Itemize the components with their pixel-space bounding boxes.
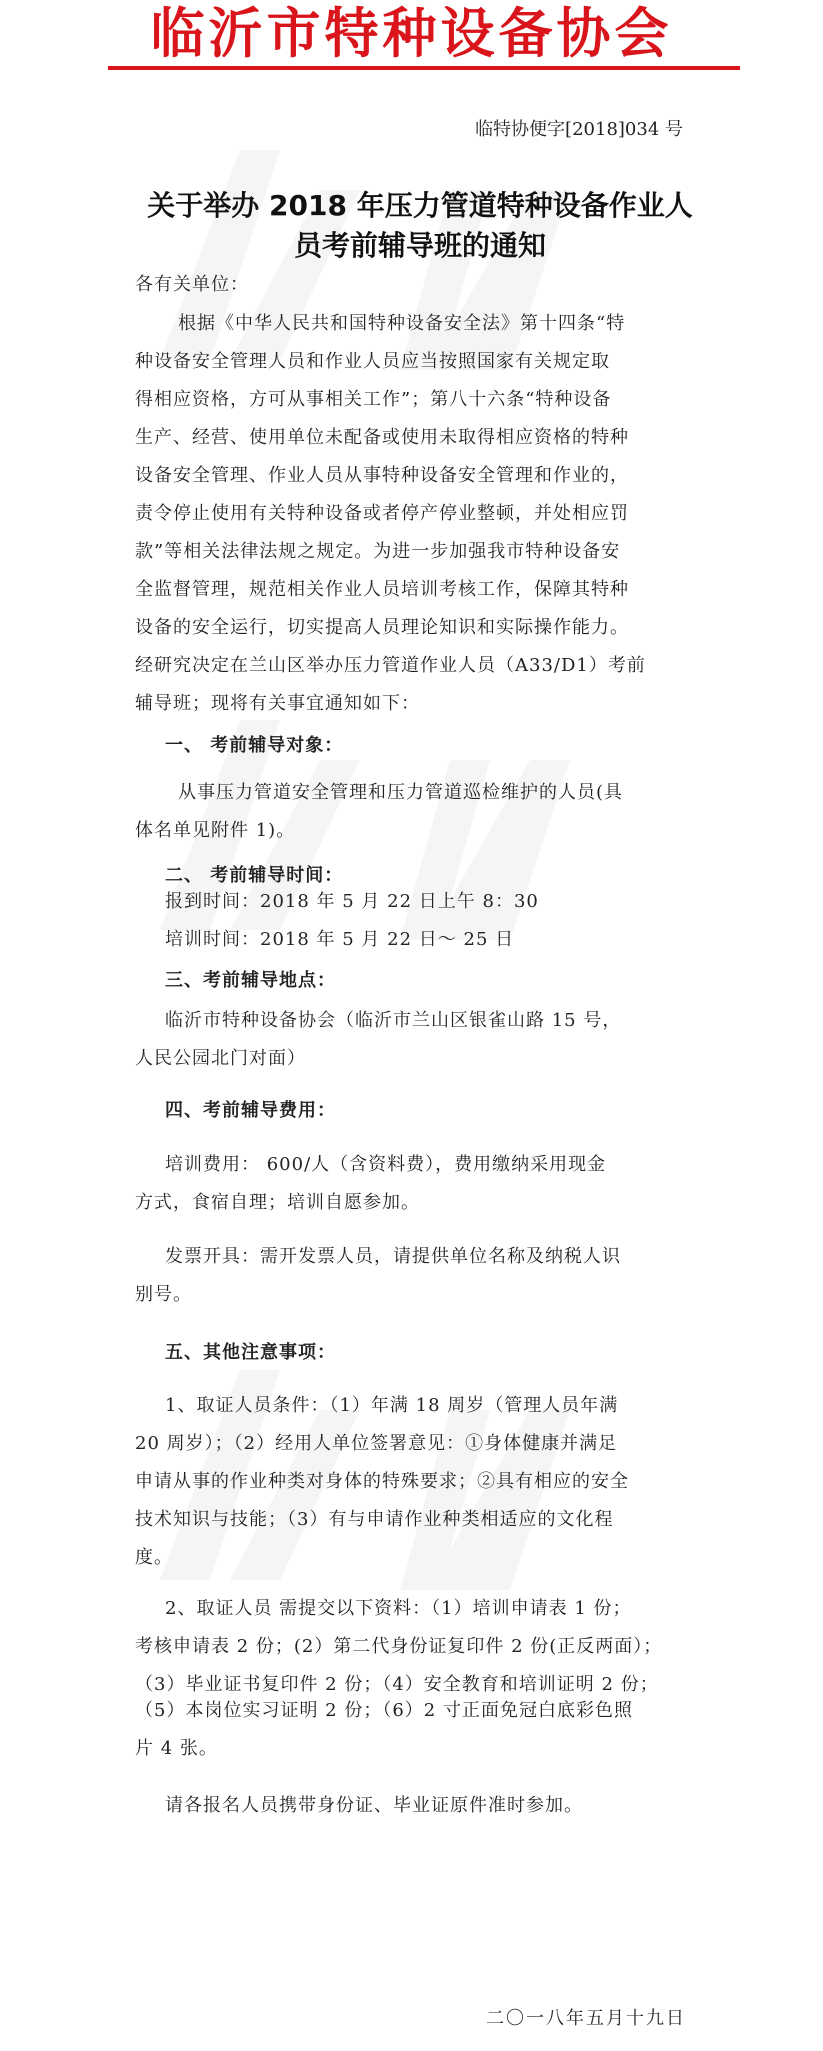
paragraph-line: 度。 [135, 1547, 173, 1568]
section-heading-fees: 四、考前辅导费用： [165, 1100, 336, 1121]
section-heading-target: 一、 考前辅导对象： [165, 735, 344, 756]
document-title [130, 186, 710, 266]
paragraph-line: 片 4 张。 [135, 1738, 218, 1759]
paragraph-line: 考核申请表 2 份；(2）第二代身份证复印件 2 份(正反两面）； [135, 1636, 663, 1657]
section-heading-location: 三、考前辅导地点： [165, 970, 336, 991]
title-line: 关于举办 2018 年压力管道特种设备作业人 [147, 189, 693, 222]
paragraph-line: 临沂市特种设备协会（临沂市兰山区银雀山路 15 号， [165, 1010, 622, 1031]
paragraph-line: 体名单见附件 1)。 [135, 820, 296, 841]
paragraph-line: （5）本岗位实习证明 2 份；（6）2 寸正面免冠白底彩色照 [135, 1700, 633, 1721]
document-number: 临特协便字[2018]034 号 [475, 119, 683, 140]
paragraph-line: 款”等相关法律法规之规定。为进一步加强我市特种设备安 [135, 541, 621, 562]
paragraph-line: 技术知识与技能；（3）有与申请作业种类相适应的文化程 [135, 1509, 614, 1530]
paragraph-line: 培训费用： 600/人（含资料费），费用缴纳采用现金 [165, 1154, 607, 1175]
paragraph-line: 得相应资格，方可从事相关工作”；第八十六条“特种设备 [135, 389, 612, 410]
paragraph-line: 生产、经营、使用单位未配备或使用未取得相应资格的特种 [135, 427, 629, 448]
salutation: 各有关单位： [135, 274, 249, 295]
paragraph-line: 经研究决定在兰山区举办压力管道作业人员（A33/D1）考前 [135, 655, 646, 676]
paragraph-line: 从事压力管道安全管理和压力管道巡检维护的人员(具 [178, 782, 624, 803]
paragraph-line: 辅导班；现将有关事宜通知如下： [135, 693, 420, 714]
paragraph-line: 设备的安全运行，切实提高人员理论知识和实际操作能力。 [135, 617, 629, 638]
training-time: 培训时间：2018 年 5 月 22 日～ 25 日 [165, 929, 515, 950]
paragraph-line: 设备安全管理、作业人员从事特种设备安全管理和作业的， [135, 465, 629, 486]
paragraph-line: 发票开具：需开发票人员，请提供单位名称及纳税人识 [165, 1246, 621, 1267]
paragraph-line: 20 周岁）；（2）经用人单位签署意见：①身体健康并满足 [135, 1433, 618, 1454]
paragraph-line: （3）毕业证书复印件 2 份；（4）安全教育和培训证明 2 份； [135, 1674, 659, 1695]
paragraph-line: 责令停止使用有关特种设备或者停产停业整顿，并处相应罚 [135, 503, 629, 524]
section-heading-time: 二、 考前辅导时间： [165, 865, 344, 886]
closing-note: 请各报名人员携带身份证、毕业证原件准时参加。 [165, 1795, 583, 1816]
paragraph-line: 2、取证人员 需提交以下资料：（1）培训申请表 1 份； [165, 1598, 632, 1619]
signature-date: 二〇一八年五月十九日 [486, 2008, 686, 2029]
letterhead-rule [108, 66, 740, 70]
report-time: 报到时间：2018 年 5 月 22 日上午 8：30 [165, 891, 539, 912]
title-line: 员考前辅导班的通知 [293, 229, 546, 262]
paragraph-line: 人民公园北门对面） [135, 1048, 306, 1069]
paragraph-line: 全监督管理，规范相关作业人员培训考核工作，保障其特种 [135, 579, 629, 600]
letterhead-org-name: 临沂市特种设备协会 [150, 1, 673, 65]
paragraph-line: 种设备安全管理人员和作业人员应当按照国家有关规定取 [135, 351, 610, 372]
paragraph-line: 1、取证人员条件：（1）年满 18 周岁（管理人员年满 [165, 1395, 619, 1416]
paragraph-line: 方式，食宿自理；培训自愿参加。 [135, 1192, 420, 1213]
paragraph-line: 申请从事的作业种类对身体的特殊要求；②具有相应的安全 [135, 1471, 629, 1492]
paragraph-line: 根据《中华人民共和国特种设备安全法》第十四条“特 [178, 313, 626, 334]
section-heading-notes: 五、其他注意事项： [165, 1342, 336, 1363]
paragraph-line: 别号。 [135, 1284, 192, 1305]
